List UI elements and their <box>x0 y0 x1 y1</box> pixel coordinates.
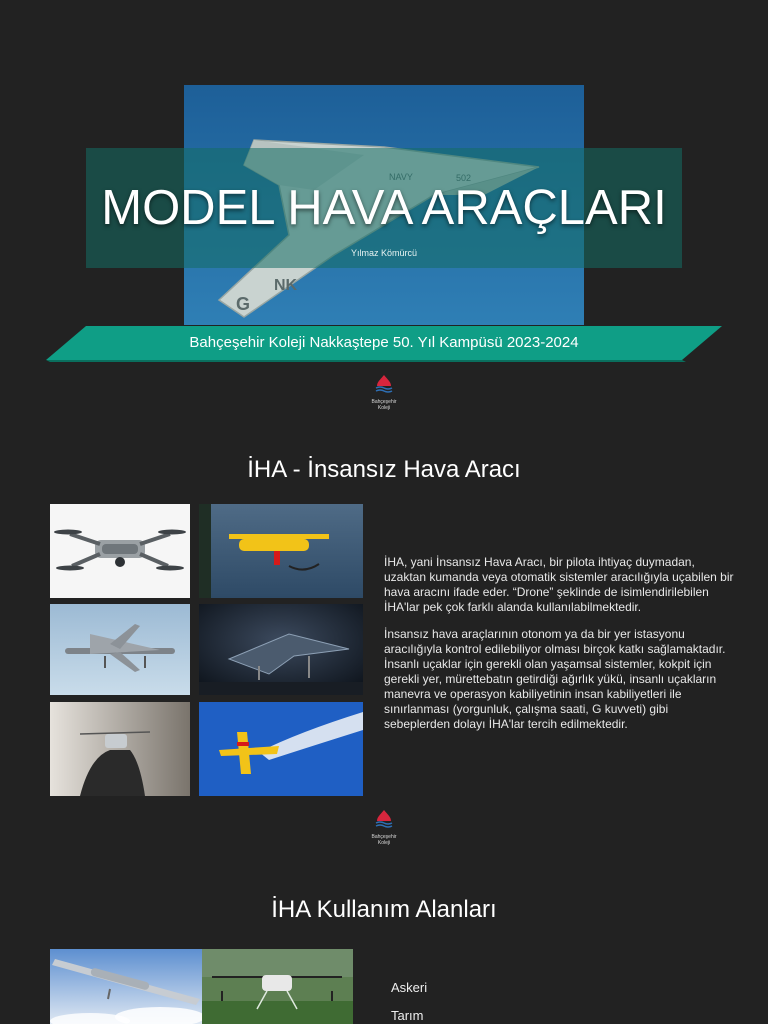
school-logo-icon <box>373 809 395 829</box>
section-title-iha: İHA - İnsansız Hava Aracı <box>247 456 521 483</box>
image-parcel-drone <box>199 504 363 598</box>
image-aerobatic <box>199 702 363 796</box>
page-title: MODEL HAVA ARAÇLARI <box>101 181 667 235</box>
school-logo-2 <box>364 809 404 846</box>
image-predator <box>50 604 190 695</box>
predator-uav-image <box>50 604 190 695</box>
military-uav-in-sky-image <box>50 949 202 1024</box>
school-logo-line1: Bahçeşehir <box>371 399 397 405</box>
section1-text <box>384 555 736 744</box>
usage-item-military: Askeri <box>391 980 428 995</box>
plane-marking-g: G <box>236 294 251 314</box>
school-logo-2-line2: Koleji <box>377 840 391 846</box>
aerobatic-plane-image <box>199 702 363 796</box>
plane-marking-nk: NK <box>274 277 298 294</box>
usage-item-agriculture: Tarım <box>391 1008 424 1023</box>
campus-ribbon-text: Bahçeşehir Koleji Nakkaştepe 50. Yıl Kampüsü 2023-2024 <box>189 334 579 351</box>
quadcopter-drone-image <box>50 504 190 598</box>
image-hand-drone <box>50 702 190 796</box>
x47b-stealth-drone-image <box>199 604 363 695</box>
image-stealth <box>199 604 363 695</box>
agricultural-spray-drone-image <box>202 949 353 1024</box>
section1-paragraph-2: İnsansız hava araçlarının otonom ya da bir yer istasyonu aracılığıyla kontrol edilebiliyor olması birçok katkı sağlamaktadır. İnsanlı uçaklar için gerekli olan yaşamsal sistemler, kokpit için gerekli yer, mürettebatın getirdiği ağırlık yükü, insanlı uçakların manevra ve operasyon kabiliyetinin insan kabiliyetleri ile sınırlanması (yorgunluk, çalışma saati, G kuvveti) gibi sebeplerden dolayı İHA'lar tercih edilmektedir. <box>384 627 726 731</box>
hand-held-nano-drone-image <box>50 702 190 796</box>
image-military-uav <box>50 949 202 1024</box>
section-title-usage: İHA Kullanım Alanları <box>271 896 497 923</box>
school-logo-icon <box>373 374 395 394</box>
author-name: Yılmaz Kömürcü <box>350 248 418 258</box>
dhl-parcel-drone-image <box>199 504 363 598</box>
image-agri-drone <box>202 949 353 1024</box>
school-logo-2-line1: Bahçeşehir <box>371 834 397 840</box>
school-logo-line2: Koleji <box>377 405 391 411</box>
image-quadcopter <box>50 504 190 598</box>
section1-paragraph-1: İHA, yani İnsansız Hava Aracı, bir pilota ihtiyaç duymadan, uzaktan kumanda veya otomatik sistemler aracılığıyla uçabilen bir hava aracını ifade eder. “Drone” şeklinde de isimlendirilebilen İHA'lar pek çok farklı alanda kullanılabilmektedir. <box>384 555 734 614</box>
school-logo <box>364 374 404 411</box>
